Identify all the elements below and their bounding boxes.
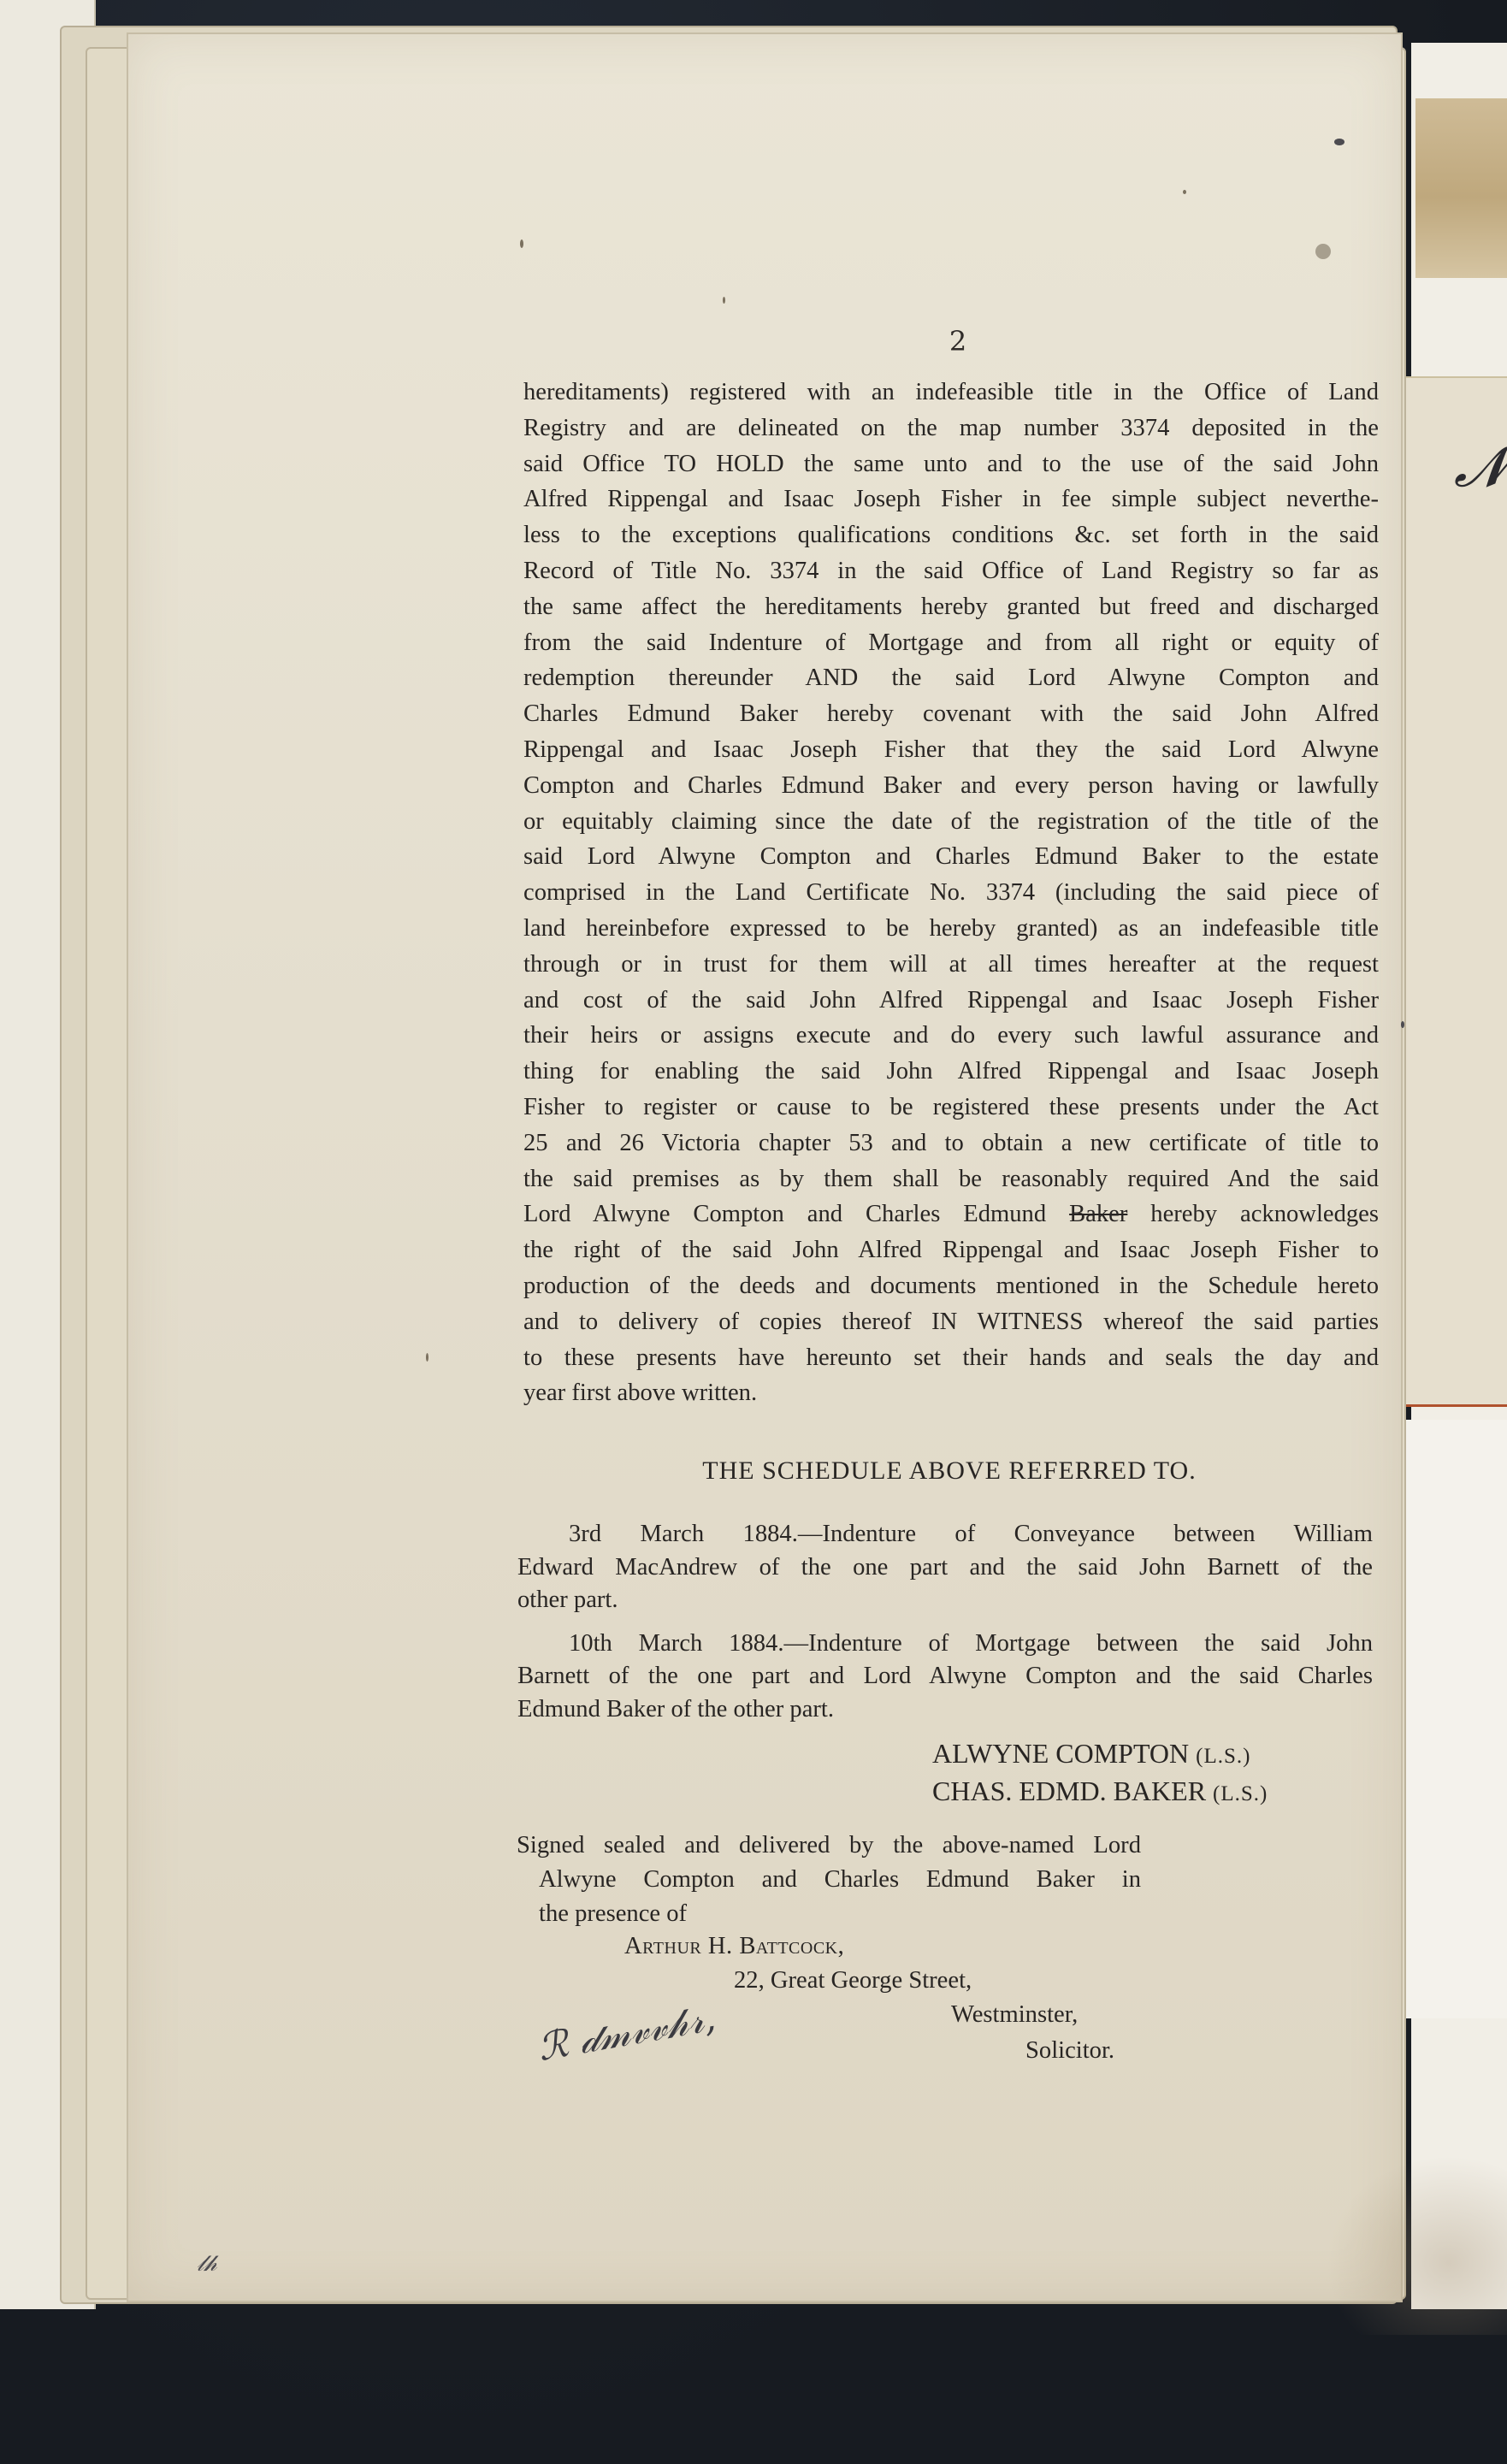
body-line: said Lord Alwyne Compton and Charles Edmund Baker to the estate [523, 843, 1379, 871]
body-line: to these presents have hereunto set their hands and seals the day and [523, 1344, 1379, 1371]
paper-tape-strip [1415, 98, 1507, 278]
body-line: Registry and are delineated on the map number 3374 deposited in the [523, 414, 1379, 441]
schedule-line: 10th March 1884.—Indenture of Mortgage between the said John [569, 1629, 1373, 1657]
schedule-entries [517, 1518, 1373, 1726]
body-line-with-strikeout [523, 1197, 1379, 1232]
schedule-line: other part. [517, 1587, 618, 1613]
seal-mark: (L.S.) [1213, 1782, 1268, 1805]
attestation-line: Signed sealed and delivered by the above-named Lord [517, 1832, 1141, 1858]
deed-body-text [523, 375, 1379, 1411]
body-line: hereditaments) registered with an indefeasible title in the Office of Land [523, 379, 1379, 405]
right-attached-card [1403, 376, 1507, 1407]
witness-city: Westminster, [951, 2001, 1079, 2028]
witness-role: Solicitor. [1025, 2037, 1115, 2064]
handwritten-mark-right: 𝓝 [1454, 436, 1507, 499]
body-line: Record of Title No. 3374 in the said Office of Land Registry so far as [523, 557, 1379, 584]
witness-name: Arthur H. Battcock, [624, 1933, 845, 1959]
schedule-line: Barnett of the one part and Lord Alwyne Compton and the said Charles [517, 1663, 1373, 1689]
body-line: the right of the said John Alfred Rippengal and Isaac Joseph Fisher to [523, 1237, 1379, 1264]
signatory-compton [932, 1738, 1250, 1770]
body-line: Fisher to register or cause to be registered these presents under the Act [523, 1093, 1379, 1120]
body-line: thing for enabling the said John Alfred Rippengal and Isaac Joseph [523, 1058, 1379, 1085]
signatory-baker [932, 1776, 1268, 1807]
body-line-part: hereby acknowledges [1150, 1201, 1379, 1228]
body-line: less to the exceptions qualifications conditions &c. set forth in the said [523, 522, 1379, 549]
body-line: and to delivery of copies thereof IN WITNESS whereof the said parties [523, 1308, 1379, 1335]
paper-stain [1326, 2155, 1507, 2335]
witness-address: 22, Great George Street, [734, 1967, 972, 1994]
body-line: production of the deeds and documents mentioned in the Schedule hereto [523, 1272, 1379, 1299]
body-line: Charles Edmund Baker hereby covenant with the said John Alfred [523, 700, 1379, 728]
attestation-clause [517, 1829, 1141, 1931]
pencil-annotation-signature: ℛ 𝒹𝓂𝓋𝓋𝒽𝓇, [535, 1995, 719, 2071]
body-line: or equitably claiming since the date of the registration of the title of the [523, 807, 1379, 835]
body-line: Compton and Charles Edmund Baker and every person having or lawfully [523, 771, 1379, 799]
signatory-name: CHAS. EDMD. BAKER [932, 1776, 1207, 1806]
struck-word: Baker [1069, 1201, 1128, 1228]
body-line: comprised in the Land Certificate No. 3374 (including the said piece of [523, 879, 1379, 907]
seal-mark: (L.S.) [1196, 1745, 1251, 1768]
schedule-heading: THE SCHEDULE ABOVE REFERRED TO. [702, 1457, 1197, 1485]
body-line: year first above written. [523, 1380, 758, 1407]
body-line: from the said Indenture of Mortgage and from all right or equity of [523, 629, 1379, 656]
body-line: through or in trust for them will at all times hereafter at the request [523, 950, 1379, 978]
body-line-part: Lord Alwyne Compton and Charles Edmund [523, 1201, 1047, 1228]
schedule-line: 3rd March 1884.—Indenture of Conveyance between William [569, 1521, 1373, 1547]
body-line: Rippengal and Isaac Joseph Fisher that they the said Lord Alwyne [523, 736, 1379, 763]
body-line: Alfred Rippengal and Isaac Joseph Fisher in fee simple subject neverthe- [523, 486, 1379, 513]
signatory-name: ALWYNE COMPTON [932, 1738, 1190, 1769]
body-line: their heirs or assigns execute and do every such lawful assurance and [523, 1022, 1379, 1049]
schedule-line: Edmund Baker of the other part. [517, 1695, 835, 1722]
body-line: land hereinbefore expressed to be hereby granted) as an indefeasible title [523, 914, 1379, 942]
attestation-line: the presence of [539, 1900, 688, 1927]
attestation-line: Alwyne Compton and Charles Edmund Baker in [539, 1866, 1141, 1893]
schedule-gap [517, 1617, 1373, 1628]
body-line: the said premises as by them shall be reasonably required And the said [523, 1165, 1379, 1192]
body-line: 25 and 26 Victoria chapter 53 and to obtain a new certificate of title to [523, 1129, 1379, 1156]
page-number: 2 [949, 325, 967, 357]
body-line: redemption thereunder AND the said Lord Alwyne Compton and [523, 665, 1379, 692]
right-lower-sheet [1403, 1420, 1507, 2018]
pencil-mark-corner: 𝓁𝒽 [197, 2251, 217, 2277]
body-line: the same affect the hereditaments hereby granted but freed and discharged [523, 593, 1379, 620]
body-line: and cost of the said John Alfred Rippengal and Isaac Joseph Fisher [523, 986, 1379, 1013]
body-line: said Office TO HOLD the same unto and to the use of the said John [523, 450, 1379, 477]
schedule-line: Edward MacAndrew of the one part and the said John Barnett of the [517, 1553, 1373, 1581]
